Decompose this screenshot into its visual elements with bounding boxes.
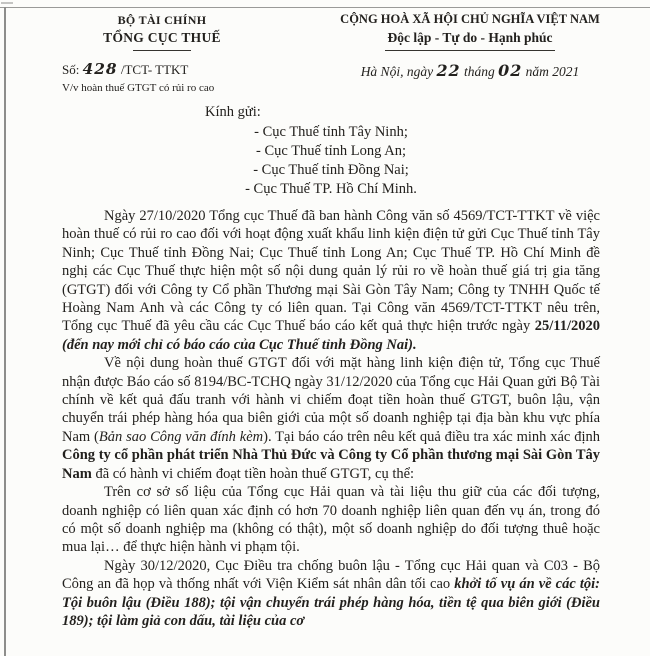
document-number xyxy=(62,60,262,78)
place-date-line xyxy=(322,61,618,80)
text-run: ). Tại báo cáo trên nêu kết quả điều tra xác minh xác định xyxy=(263,428,600,445)
text-run: tháng xyxy=(460,64,499,79)
agency-underline xyxy=(133,50,191,51)
text-run: Ngày 27/10/2020 Tổng cục Thuế đã ban hành Công văn số 4569/TCT-TTKT về việc hoàn thuế có rủi ro cao đối với hoạt động xuất khẩu linh kiện điện tử gửi Cục Thuế tỉnh Tây Ninh; Cục Thuế tỉnh Đồng Nai; Cục Thuế tỉnh Long An; Cục Thuế TP. Hồ Chí Minh đề nghị các Cục Thuế thực hiện một số nội dung quản lý rủi ro về hoàn thuế giá trị gia tăng (GTGT) đối với Công ty Cổ phần Thương mại Sài Gòn Tây Nam; Công ty TNHH Quốc tế Hoàng Nam Anh và các Công ty có liên quan. Tại Công văn 4569/TCT-TTKT nêu trên, Tổng cục Thuế đã yêu cầu các Cục Thuế báo cáo kết quả thực hiện trước ngày xyxy=(62,208,600,335)
body-paragraph xyxy=(62,207,600,354)
national-motto: Độc lập - Tự do - Hạnh phúc xyxy=(387,30,553,45)
text-run: khởi tố vụ án về các tội: Tội buôn lậu (Điều 188); tội vận chuyển trái phép hàng hóa, tiền tệ qua biên giới (Điều 189); tội làm giả con dấu, tài liệu của cơ xyxy=(62,576,600,629)
text-run: Ngày 30/12/2020, Cục Điều tra chống buôn lậu - Tổng cục Hải quan và C03 - Bộ Công an đã họp và thống nhất với Viện Kiểm sát nhân dân tối cao xyxy=(62,557,600,593)
document-subject: V/v hoàn thuế GTGT có rủi ro cao xyxy=(62,82,215,94)
text-run: Trên cơ sở số liệu của Tổng cục Hải quan và tài liệu thu giữ của các đối tượng, doanh nghiệp có liên quan xác định có hơn 70 doanh nghiệp liên quan đến vụ án, trong đó có một số doanh nghiệp ma (không có thật), một số doanh nghiệp do đối tượng thuê hoặc mua lại… để thực hiện hành vi phạm tội. xyxy=(62,484,600,556)
salutation-label: Kính gửi: xyxy=(205,104,261,120)
text-run: /TCT- TTKT xyxy=(117,62,189,77)
text-run: đã có hành vi chiếm đoạt tiền hoàn thuế GTGT, cụ thể: xyxy=(91,465,415,482)
text-run: 25/11/2020 xyxy=(534,318,600,335)
text-run: Hà Nội, ngày xyxy=(360,64,437,79)
text-run: Về nội dung hoàn thuế GTGT đối với mặt hàng linh kiện điện tử, Tổng cục Thuế nhận được Báo cáo số 8194/BC-TCHQ ngày 31/12/2020 của Tổng cục Hải Quan gửi Bộ Tài chính về kết quả đấu tranh với hành vi chiếm đoạt tiền hoàn thuế GTGT, buôn lậu, vận chuyển trái phép hàng hóa qua biên giới của một số doanh nghiệp tại địa bàn khu vực phía Nam ( xyxy=(62,355,600,445)
document-body xyxy=(62,207,600,630)
recipient-line: - Cục Thuế tỉnh Tây Ninh; xyxy=(254,124,408,140)
text-run: 22 xyxy=(436,61,461,80)
issuing-agency-block xyxy=(62,13,262,94)
scan-corner-artifact xyxy=(1,2,13,4)
motto-underline xyxy=(385,50,555,51)
agency-name: TỔNG CỤC THUẾ xyxy=(103,30,221,45)
body-paragraph xyxy=(62,557,600,631)
national-header-block xyxy=(322,12,618,80)
text-run: Công ty cổ phần phát triển Nhà Thủ Đức và Công ty Cổ phần thương mại Sài Gòn Tây Nam xyxy=(62,447,600,482)
recipient-line: - Cục Thuế tỉnh Đồng Nai; xyxy=(253,162,409,178)
text-run: Số: xyxy=(62,62,83,77)
recipient-line: - Cục Thuế TP. Hồ Chí Minh. xyxy=(245,181,417,197)
body-paragraph xyxy=(62,483,600,557)
scan-border-top xyxy=(0,7,650,8)
recipient-line: - Cục Thuế tỉnh Long An; xyxy=(256,143,406,159)
recipient-list xyxy=(62,123,600,199)
scan-border-left xyxy=(4,7,6,656)
text-run: năm 2021 xyxy=(522,64,580,79)
text-run: 02 xyxy=(498,61,523,80)
text-run: Bản sao Công văn đính kèm xyxy=(98,428,264,445)
body-paragraph xyxy=(62,354,600,483)
text-run: (đến nay mới chỉ có báo cáo của Cục Thuế tỉnh Đồng Nai). xyxy=(62,336,417,353)
text-run: 428 xyxy=(82,60,118,78)
national-name: CỘNG HOÀ XÃ HỘI CHỦ NGHĨA VIỆT NAM xyxy=(340,12,600,26)
ministry-name: BỘ TÀI CHÍNH xyxy=(117,13,207,27)
